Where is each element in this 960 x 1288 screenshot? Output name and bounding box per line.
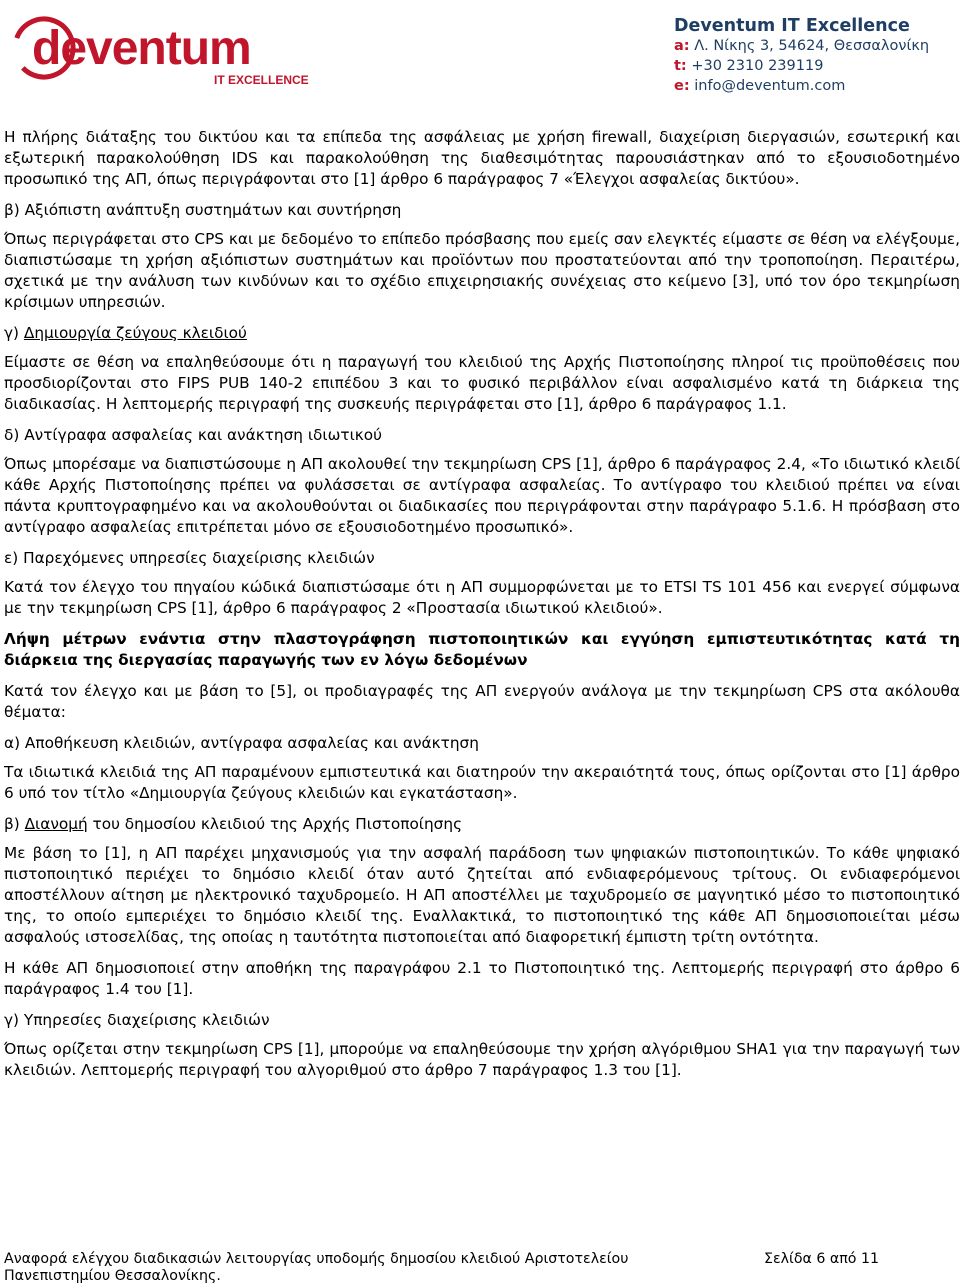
paragraph: Κατά τον έλεγχο του πηγαίου κώδικά διαπιστώσαμε ότι η ΑΠ συμμορφώνεται με το ETSI TS 101 456 και ενεργεί σύμφωνα με την τεκμηρίωση CPS [1], άρθρο 6 παράγραφος 2 «Προστασία ιδιωτικού κλειδιού». [4, 578, 960, 617]
section-heading: ε) Παρεχόμενες υπηρεσίες διαχείρισης κλειδιών [4, 549, 375, 567]
section-heading: α) Αποθήκευση κλειδιών, αντίγραφα ασφαλείας και ανάκτηση [4, 734, 479, 752]
company-name: Deventum IT Excellence [674, 16, 910, 36]
logo-wordmark: deventum [32, 22, 251, 75]
footer-title-cont: Πανεπιστημίου Θεσσαλονίκης. [4, 1268, 221, 1284]
paragraph: Η κάθε ΑΠ δημοσιοποιεί στην αποθήκη της παραγράφου 2.1 το Πιστοποιητικό της. Λεπτομερής περιγραφή στο άρθρο 6 παράγραφος 1.4 του [1]. [4, 959, 960, 998]
address-line: a: Λ. Νίκης 3, 54624, Θεσσαλονίκη [674, 38, 930, 54]
deventum-logo [6, 4, 316, 96]
document-body [4, 127, 960, 1091]
phone-line: t: +30 2310 239119 [674, 58, 824, 74]
paragraph: Κατά τον έλεγχο και με βάση το [5], οι προδιαγραφές της ΑΠ ενεργούν ανάλογα με την τεκμηρίωση CPS στα ακόλουθα θέματα: [4, 682, 960, 721]
section-heading: γ) Υπηρεσίες διαχείρισης κλειδιών [4, 1011, 270, 1029]
page-footer [4, 1251, 960, 1285]
section-heading: β) Διανομή του δημοσίου κλειδιού της Αρχής Πιστοποίησης [4, 815, 463, 833]
paragraph: Τα ιδιωτικά κλειδιά της ΑΠ παραμένουν εμπιστευτικά και διατηρούν την ακεραιότητά τους, όπως ορίζονται στο [1] άρθρο 6 υπό τον τίτλο «Δημιουργία ζεύγους κλειδιών και εγκατάσταση». [4, 763, 960, 802]
contact-block [674, 16, 952, 96]
page-number: Σελίδα 6 από 11 [764, 1251, 880, 1267]
bold-section-heading: Λήψη μέτρων ενάντια στην πλαστογράφηση πιστοποιητικών και εγγύηση εμπιστευτικότητας κατά τη διάρκεια της διεργασίας παραγωγής των εν λόγω δεδομένων [4, 630, 960, 669]
email-line[interactable]: e: info@deventum.com [674, 78, 846, 94]
paragraph: Η πλήρης διάταξης του δικτύου και τα επίπεδα της ασφάλειας με χρήση firewall, διαχείριση διεργασιών, εσωτερική και εξωτερική παρακολούθηση IDS και παρακολούθηση της διαθεσιμότητας παρουσιάστηκαν από το εξουσιοδοτημένο προσωπικό της ΑΠ, όπως περιγράφονται στο [1] άρθρο 6 παράγραφος 7 «Έλεγχοι ασφαλείας δικτύου». [4, 128, 960, 188]
logo-subtitle: IT EXCELLENCE [214, 73, 309, 87]
section-heading: γ) Δημιουργία ζεύγους κλειδιού [4, 324, 247, 342]
paragraph: Είμαστε σε θέση να επαληθεύσουμε ότι η παραγωγή του κλειδιού της Αρχής Πιστοποίησης πληροί τις προϋποθέσεις που προσδιορίζονται στο FIPS PUB 140-2 επιπέδου 3 και το φυσικό περιβάλλον είναι ασφαλισμένο κατά τη διάρκεια της διαδικασίας. Η λεπτομερής περιγραφή της συσκευής περιγράφεται στο [1], άρθρο 6 παράγραφος 1.1. [4, 353, 960, 413]
section-heading: δ) Αντίγραφα ασφαλείας και ανάκτηση ιδιωτικού [4, 426, 382, 444]
paragraph: Όπως ορίζεται στην τεκμηρίωση CPS [1], μπορούμε να επαληθεύσουμε την χρήση αλγόριθμου SHA1 για την παραγωγή των κλειδιών. Λεπτομερής περιγραφή του αλγοριθμού στο άρθρο 7 παράγραφος 1.3 του [1]. [4, 1040, 960, 1079]
paragraph: Όπως μπορέσαμε να διαπιστώσουμε η ΑΠ ακολουθεί την τεκμηρίωση CPS [1], άρθρο 6 παράγραφος 2.4, «Το ιδιωτικό κλειδί κάθε Αρχής Πιστοποίησης πρέπει να φυλάσσεται σε αντίγραφα ασφαλείας. Το αντίγραφο του κλειδιού πρέπει να είναι πάντα κρυπτογραφημένο και να ακολουθούνται οι διαδικασίες που περιγράφονται στην παράγραφο 5.1.6. Η πρόσβαση στο αντίγραφο ασφαλείας επιτρέπεται μόνο σε εξουσιοδοτημένο προσωπικό». [4, 455, 960, 536]
paragraph: Όπως περιγράφεται στο CPS και με δεδομένο το επίπεδο πρόσβασης που εμείς σαν ελεγκτές είμαστε σε θέση να ελέγξουμε, διαπιστώσαμε τη χρήση αξιόπιστων συστημάτων και προϊόντων που προστατεύονται από την τροποποίηση. Περαιτέρω, σχετικά με την ανάλυση των κινδύνων και το σχέδιο επιχειρησιακής συνέχειας στο κείμενο [3], υπό τον όρο τεκμηρίωση κρίσιμων υπηρεσιών. [4, 230, 960, 311]
footer-title: Αναφορά ελέγχου διαδικασιών λειτουργίας υποδομής δημοσίου κλειδιού Αριστοτελείου [4, 1251, 629, 1267]
section-heading: β) Αξιόπιστη ανάπτυξη συστημάτων και συντήρηση [4, 201, 402, 219]
paragraph: Με βάση το [1], η ΑΠ παρέχει μηχανισμούς για την ασφαλή παράδοση των ψηφιακών πιστοποιητικών. Το κάθε ψηφιακό πιστοποιητικό περιέχει το δημόσιο κλειδί όταν αυτό ζητείται από ενδιαφερόμενους τρίτους. Οι ενδιαφερόμενοι αποστέλλουν αίτηση με ηλεκτρονικό ταχυδρομείο. Η ΑΠ αποστέλλει με ταχυδρομείο σε μαγνητικό μέσο το πιστοποιητικό της, το οποίο εμπεριέχει το δημόσιο κλειδί της. Εναλλακτικά, το πιστοποιητικό της κάθε ΑΠ δημοσιοποιείται μέσω ασφαλούς ιστοσελίδας, της οποίας η ταυτότητα πιστοποιείται από διαφορετική έμπιστη τρίτη οντότητα. [4, 844, 960, 946]
